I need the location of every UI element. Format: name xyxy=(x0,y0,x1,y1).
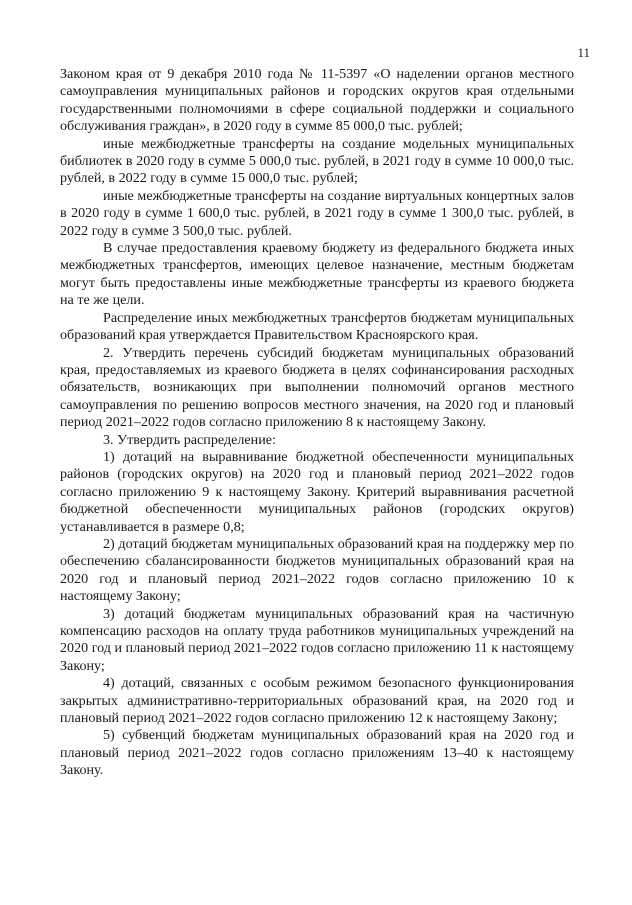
paragraph-distribution-government: Распределение иных межбюджетных трансфертов бюджетам муниципальных образований края утверждается Правительством Красноярского края. xyxy=(60,309,574,344)
page-number: 11 xyxy=(577,45,590,60)
paragraph-continuation: Законом края от 9 декабря 2010 года № 11-5397 «О наделении органов местного самоуправления муниципальных районов и городских округов края отдельными государственными полномочиями в сфере социальной поддержки и социального обслуживания граждан», в 2020 году в сумме 85 000,0 тыс. рублей; xyxy=(60,66,574,135)
paragraph-federal-transfers: В случае предоставления краевому бюджету из федерального бюджета иных межбюджетных трансфертов, имеющих целевое назначение, местным бюджетам могут быть предоставлены иные межбюджетные трансферты из краевого бюджета на те же цели. xyxy=(60,240,574,309)
paragraph-subitem-4: 4) дотаций, связанных с особым режимом безопасного функционирования закрытых административно-территориальных образований края, на 2020 год и плановый период 2021–2022 годов согласно приложению 12 к настоящему Закону; xyxy=(60,675,574,727)
paragraph-virtual-concert-halls: иные межбюджетные трансферты на создание виртуальных концертных залов в 2020 году в сумме 1 600,0 тыс. рублей, в 2021 году в сумме 1 300,0 тыс. рублей, в 2022 году в сумме 3 500,0 тыс. рублей. xyxy=(60,187,574,239)
paragraph-subitem-3: 3) дотаций бюджетам муниципальных образований края на частичную компенсацию расходов на оплату труда работников муниципальных учреждений на 2020 год и плановый период 2021–2022 годов согласно приложению 11 к настоящему Закону; xyxy=(60,605,574,674)
paragraph-item-2-subsidies: 2. Утвердить перечень субсидий бюджетам муниципальных образований края, предоставляемых из краевого бюджета в целях софинансирования расходных обязательств, возникающих при выполнении полномочий органов местного самоуправления по решению вопросов местного значения, на 2020 год и плановый период 2021–2022 годов согласно приложению 8 к настоящему Закону. xyxy=(60,344,574,431)
paragraph-subitem-5: 5) субвенций бюджетам муниципальных образований края на 2020 год и плановый период 2021–2022 годов согласно приложениям 13–40 к настоящему Закону. xyxy=(60,727,574,779)
paragraph-item-3-heading: 3. Утвердить распределение: xyxy=(103,431,276,448)
paragraph-subitem-2: 2) дотаций бюджетам муниципальных образований края на поддержку мер по обеспечению сбалансированности бюджетов муниципальных образований края на 2020 год и плановый период 2021–2022 годов согласно приложению 10 к настоящему Закону; xyxy=(60,535,574,605)
paragraph-subitem-1: 1) дотаций на выравнивание бюджетной обеспеченности муниципальных районов (городских округов) на 2020 год и плановый период 2021–2022 годов согласно приложению 9 к настоящему Закону. Критерий выравнивания расчетной бюджетной обеспеченности муниципальных районов (городских округов) устанавливается в размере 0,8; xyxy=(60,448,574,535)
paragraph-model-libraries: иные межбюджетные трансферты на создание модельных муниципальных библиотек в 2020 году в сумме 5 000,0 тыс. рублей, в 2021 году в сумме 10 000,0 тыс. рублей, в 2022 году в сумме 15 000,0 тыс. рублей; xyxy=(60,135,574,187)
document-body xyxy=(60,66,574,780)
